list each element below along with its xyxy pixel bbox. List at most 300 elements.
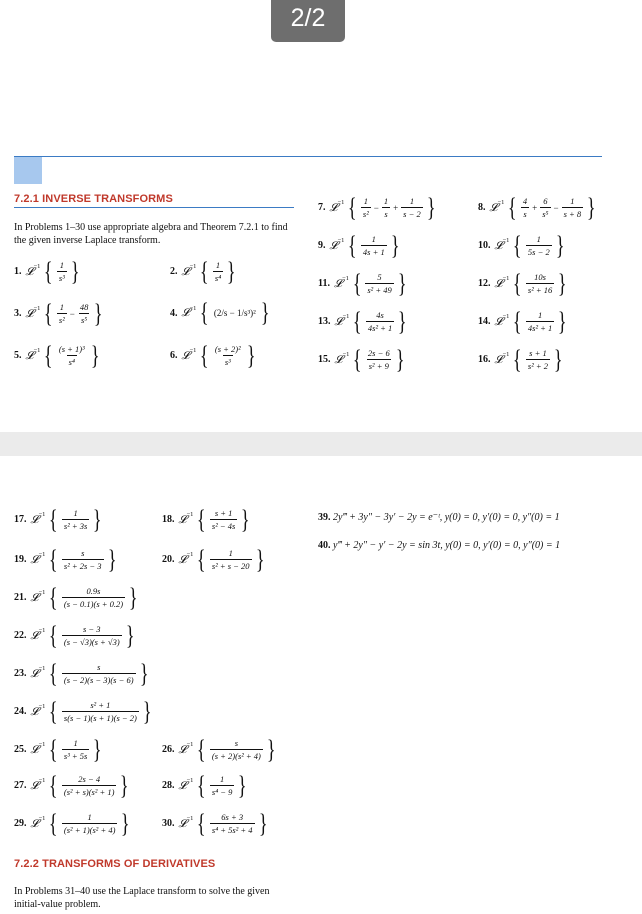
right-brace: } <box>107 544 117 574</box>
right-brace: } <box>227 256 236 286</box>
problem-number: 30. <box>162 818 175 829</box>
fraction <box>62 774 117 797</box>
right-brace: } <box>555 230 565 260</box>
left-brace: { <box>197 734 207 764</box>
problem-number: 14. <box>478 316 491 327</box>
fraction <box>365 272 393 295</box>
denominator: (s² + s)(s² + 1) <box>63 787 115 797</box>
laplace-operator: 𝓛 <box>334 314 343 328</box>
laplace-operator: 𝓛 <box>30 742 39 756</box>
problem-5 <box>14 340 102 370</box>
denominator: s² + 2 <box>527 361 548 371</box>
problem-number: 26. <box>162 744 175 755</box>
denominator: s³ + 5s <box>63 751 88 761</box>
fraction <box>62 548 104 571</box>
left-brace: { <box>197 770 207 800</box>
problem-21 <box>14 582 141 612</box>
inverse-exponent: −1 <box>38 777 46 784</box>
fraction <box>62 508 89 531</box>
right-brace: } <box>266 734 276 764</box>
right-brace: } <box>390 230 400 260</box>
right-brace: } <box>128 582 138 612</box>
fraction <box>62 700 139 723</box>
denominator: 4s + 1 <box>362 247 385 257</box>
laplace-operator: 𝓛 <box>494 276 503 290</box>
left-brace: { <box>44 298 54 328</box>
left-brace: { <box>513 306 523 336</box>
problem-22 <box>14 620 137 650</box>
denominator: 4s² + 1 <box>527 323 553 333</box>
heading-underline <box>14 207 294 208</box>
denominator: s² + 16 <box>527 285 553 295</box>
inverse-exponent: −1 <box>502 313 510 320</box>
problem-7 <box>318 192 438 222</box>
fraction <box>562 196 584 219</box>
inverse-exponent: −1 <box>497 199 505 206</box>
problem-number: 15. <box>318 354 331 365</box>
numerator: 1 <box>59 260 64 270</box>
problem-24 <box>14 696 154 726</box>
fraction <box>366 348 392 371</box>
denominator: s⁴ − 9 <box>211 787 233 797</box>
inverse-exponent: −1 <box>342 351 350 358</box>
numerator: (s + 2)² <box>214 344 241 354</box>
fraction <box>526 310 554 333</box>
problem-29 <box>14 808 133 838</box>
inverse-exponent: −1 <box>186 777 194 784</box>
inverse-exponent: −1 <box>38 815 46 822</box>
left-brace: { <box>197 808 207 838</box>
inverse-exponent: −1 <box>342 313 350 320</box>
left-brace: { <box>49 620 59 650</box>
inverse-exponent: −1 <box>337 237 345 244</box>
problem-number: 22. <box>14 630 27 641</box>
inverse-exponent: −1 <box>502 275 510 282</box>
numerator: s <box>97 662 101 672</box>
numerator: (s + 1)³ <box>58 344 85 354</box>
fraction <box>57 344 87 367</box>
denominator: s³ <box>224 357 231 367</box>
inverse-exponent: −1 <box>186 551 194 558</box>
problem-25 <box>14 734 105 764</box>
fraction <box>62 586 125 609</box>
page-counter: 2/2 <box>271 0 345 42</box>
right-brace: } <box>93 504 102 534</box>
numerator: 2s − 4 <box>78 774 101 784</box>
numerator: 1 <box>220 774 225 784</box>
numerator: s − 3 <box>83 624 101 634</box>
numerator: s <box>81 548 85 558</box>
laplace-operator: 𝓛 <box>489 200 498 214</box>
denominator: s² + s − 20 <box>211 561 250 571</box>
fraction <box>526 272 554 295</box>
laplace-operator: 𝓛 <box>181 348 190 362</box>
numerator: 1 <box>363 196 368 206</box>
numerator: 1 <box>228 548 233 558</box>
left-brace: { <box>49 734 59 764</box>
problem-9 <box>318 230 402 260</box>
laplace-operator: 𝓛 <box>494 238 503 252</box>
left-brace: { <box>200 298 210 327</box>
left-brace: { <box>197 544 207 574</box>
left-brace: { <box>348 230 358 260</box>
problem-6 <box>170 340 258 370</box>
problem-28 <box>162 770 250 800</box>
laplace-operator: 𝓛 <box>178 512 187 526</box>
inverse-exponent: −1 <box>33 347 41 354</box>
right-brace: } <box>260 298 270 327</box>
problem-number: 17. <box>14 514 27 525</box>
fraction <box>213 344 243 367</box>
right-brace: } <box>258 808 268 838</box>
numerator: 1 <box>215 260 221 270</box>
denominator: s⁴ + 5s² + 4 <box>211 825 253 835</box>
problem-19 <box>14 544 119 574</box>
operator-sign: − <box>69 308 75 319</box>
problem-11 <box>318 268 409 298</box>
laplace-operator: 𝓛 <box>30 628 39 642</box>
problem-18 <box>162 504 253 534</box>
problem-number: 3. <box>14 308 22 319</box>
right-brace: } <box>558 306 567 336</box>
numerator: 1 <box>73 738 78 748</box>
section-heading-inverse-transforms: 7.2.1 INVERSE TRANSFORMS <box>14 193 173 205</box>
problem-number: 28. <box>162 780 175 791</box>
problem-16 <box>478 344 565 374</box>
left-brace: { <box>353 306 363 336</box>
ivp-equation: y‴ + 2y″ − y′ − 2y = sin 3t, y(0) = 0, y′(0) = 0, y″(0) = 1 <box>333 540 561 551</box>
problem-number: 4. <box>170 307 178 319</box>
laplace-operator: 𝓛 <box>329 200 338 214</box>
numerator: 10s <box>534 272 546 282</box>
denominator: s⁴ <box>214 273 222 283</box>
fraction <box>382 196 390 219</box>
problem-number: 8. <box>478 202 486 213</box>
left-brace: { <box>49 658 59 688</box>
left-brace: { <box>352 268 362 298</box>
left-brace: { <box>49 544 59 574</box>
problem-number: 11. <box>318 278 330 289</box>
left-brace: { <box>49 582 59 612</box>
inverse-exponent: −1 <box>38 665 46 672</box>
inverse-exponent: −1 <box>38 703 46 710</box>
laplace-operator: 𝓛 <box>25 264 34 278</box>
right-brace: } <box>238 770 248 800</box>
numerator: 1 <box>73 508 78 518</box>
section-rule <box>14 156 602 157</box>
right-brace: } <box>255 544 265 574</box>
numerator: 0.9s <box>86 586 101 596</box>
ivp-equation: 2y‴ + 3y″ − 3y′ − 2y = e⁻ᵗ, y(0) = 0, y′(0) = 0, y″(0) = 1 <box>333 512 560 523</box>
laplace-operator: 𝓛 <box>30 778 39 792</box>
numerator: 1 <box>409 196 415 206</box>
numerator: 1 <box>536 234 541 244</box>
left-brace: { <box>44 256 54 286</box>
fraction <box>62 624 122 647</box>
inverse-exponent: −1 <box>186 741 194 748</box>
denominator: s⁵ <box>80 315 88 325</box>
left-brace: { <box>348 192 358 222</box>
right-brace: } <box>586 192 596 222</box>
fraction <box>210 812 255 835</box>
fraction <box>210 548 252 571</box>
right-brace: } <box>93 734 102 764</box>
fraction <box>540 196 550 219</box>
operator-sign: − <box>553 202 559 213</box>
fraction <box>78 302 91 325</box>
denominator: s − 2 <box>403 209 421 219</box>
numerator: s + 1 <box>529 348 547 358</box>
inverse-exponent: −1 <box>189 347 197 354</box>
laplace-operator: 𝓛 <box>30 552 39 566</box>
numerator: s² + 1 <box>90 700 111 710</box>
problem-12 <box>478 268 570 298</box>
fraction <box>210 774 235 797</box>
numerator: 4 <box>522 196 528 206</box>
problem-number: 27. <box>14 780 27 791</box>
right-brace: } <box>125 620 135 650</box>
problem-number: 16. <box>478 354 491 365</box>
problem-10 <box>478 230 567 260</box>
problem-number: 18. <box>162 514 175 525</box>
inverse-exponent: −1 <box>33 305 41 312</box>
laplace-operator: 𝓛 <box>494 314 503 328</box>
problem-number: 25. <box>14 744 27 755</box>
expression: (2/s − 1/s³)² <box>213 308 256 318</box>
left-brace: { <box>49 808 59 838</box>
problem-15 <box>318 344 407 374</box>
section-heading-transforms-of-derivatives: 7.2.2 TRANSFORMS OF DERIVATIVES <box>14 858 216 870</box>
inverse-exponent: −1 <box>186 815 194 822</box>
fraction <box>62 738 89 761</box>
problem-8 <box>478 192 599 222</box>
inverse-exponent: −1 <box>38 589 46 596</box>
inverse-exponent: −1 <box>38 627 46 634</box>
right-brace: } <box>90 340 100 370</box>
inverse-exponent: −1 <box>341 275 349 282</box>
problem-number: 12. <box>478 278 491 289</box>
problem-number: 29. <box>14 818 27 829</box>
problem-number: 7. <box>318 202 326 213</box>
problem-number: 5. <box>14 350 22 361</box>
numerator: s + 1 <box>214 508 233 518</box>
problem-26 <box>162 734 278 764</box>
inverse-exponent: −1 <box>38 551 46 558</box>
problem-13 <box>318 306 410 336</box>
numerator: 4s <box>376 310 384 320</box>
numerator: 2s − 6 <box>367 348 390 358</box>
denominator: s² + 9 <box>368 361 389 371</box>
laplace-operator: 𝓛 <box>30 512 39 526</box>
numerator: 1 <box>383 196 389 206</box>
inverse-exponent: −1 <box>33 263 41 270</box>
fraction <box>526 348 550 371</box>
fraction <box>526 234 552 257</box>
denominator: s² <box>362 209 369 219</box>
left-brace: { <box>513 268 523 298</box>
problem-number: 1. <box>14 266 22 277</box>
inverse-exponent: −1 <box>38 741 46 748</box>
denominator: (s + 2)(s² + 4) <box>211 751 261 761</box>
laplace-operator: 𝓛 <box>30 816 39 830</box>
problem-number: 20. <box>162 554 175 565</box>
problem-27 <box>14 770 132 800</box>
laplace-operator: 𝓛 <box>30 666 39 680</box>
ivp-39 <box>318 512 618 525</box>
left-brace: { <box>353 344 363 374</box>
fraction <box>210 508 237 531</box>
laplace-operator: 𝓛 <box>334 352 343 366</box>
operator-sign: + <box>532 202 538 213</box>
left-brace: { <box>513 344 523 374</box>
laplace-operator: 𝓛 <box>178 552 187 566</box>
right-brace: } <box>120 770 130 800</box>
left-brace: { <box>200 340 210 370</box>
inverse-exponent: −1 <box>502 237 510 244</box>
denominator: (s − 0.1)(s + 0.2) <box>63 599 124 609</box>
numerator: 48 <box>79 302 89 312</box>
left-brace: { <box>49 504 59 534</box>
right-brace: } <box>142 696 152 726</box>
ivp-number: 40. <box>318 540 331 551</box>
problem-number: 13. <box>318 316 331 327</box>
left-brace: { <box>49 696 59 726</box>
fraction <box>361 234 387 257</box>
operator-sign: − <box>373 202 379 213</box>
problem-17 <box>14 504 105 534</box>
right-brace: } <box>553 344 563 374</box>
problem-number: 19. <box>14 554 27 565</box>
laplace-operator: 𝓛 <box>25 306 34 320</box>
right-brace: } <box>121 808 131 838</box>
fraction <box>62 812 118 835</box>
denominator: s² <box>58 315 65 325</box>
denominator: (s² + 1)(s² + 4) <box>63 825 116 835</box>
right-brace: } <box>246 340 256 370</box>
fraction <box>366 310 394 333</box>
problem-3 <box>14 298 106 328</box>
problem-30 <box>162 808 270 838</box>
problem-number: 21. <box>14 592 27 603</box>
laplace-operator: 𝓛 <box>30 590 39 604</box>
laplace-operator: 𝓛 <box>178 742 187 756</box>
right-brace: } <box>94 298 103 328</box>
denominator: (s − 2)(s − 3)(s − 6) <box>63 675 134 685</box>
problem-number: 10. <box>478 240 491 251</box>
laplace-operator: 𝓛 <box>30 704 39 718</box>
problem-1 <box>14 256 82 286</box>
fraction <box>210 738 263 761</box>
denominator: s⁵ <box>542 209 549 219</box>
laplace-operator: 𝓛 <box>494 352 503 366</box>
problem-20 <box>162 544 267 574</box>
numerator: 6s + 3 <box>221 812 244 822</box>
numerator: 5 <box>377 272 382 282</box>
right-brace: } <box>426 192 436 222</box>
fraction <box>57 260 67 283</box>
problem-23 <box>14 658 151 688</box>
problem-4 <box>170 298 272 327</box>
denominator: s² − 4s <box>211 521 236 531</box>
left-brace: { <box>49 770 59 800</box>
laplace-operator: 𝓛 <box>181 306 190 319</box>
inverse-exponent: −1 <box>38 511 46 518</box>
numerator: 1 <box>87 812 92 822</box>
denominator: s + 8 <box>563 209 582 219</box>
right-brace: } <box>397 268 407 298</box>
problem-number: 24. <box>14 706 27 717</box>
denominator: s⁴ <box>68 357 75 367</box>
ivp-number: 39. <box>318 512 331 523</box>
laplace-operator: 𝓛 <box>181 264 190 278</box>
denominator: s <box>523 209 527 219</box>
fraction <box>401 196 423 219</box>
problem-14 <box>478 306 570 336</box>
instructions-derivatives: In Problems 31–40 use the Laplace transform to solve the given initial-value problem. <box>14 886 270 910</box>
right-brace: } <box>241 504 250 534</box>
inverse-exponent: −1 <box>189 304 197 312</box>
section-marker <box>14 157 42 184</box>
left-brace: { <box>508 192 518 222</box>
problem-number: 6. <box>170 350 178 361</box>
fraction <box>62 662 136 685</box>
denominator: s(s − 1)(s + 1)(s − 2) <box>63 713 137 723</box>
left-brace: { <box>200 256 210 286</box>
denominator: s² + 3s <box>63 521 88 531</box>
operator-sign: + <box>393 202 399 213</box>
laplace-operator: 𝓛 <box>178 778 187 792</box>
instructions-inverse: In Problems 1–30 use appropriate algebra and Theorem 7.2.1 to find the given inverse Laplace transform. <box>14 222 288 246</box>
inverse-exponent: −1 <box>502 351 510 358</box>
laplace-operator: 𝓛 <box>333 276 342 290</box>
page-top <box>0 0 642 432</box>
left-brace: { <box>44 340 54 370</box>
fraction <box>361 196 371 219</box>
right-brace: } <box>139 658 149 688</box>
numerator: 1 <box>570 196 575 206</box>
numerator: 6 <box>543 196 548 206</box>
right-brace: } <box>395 344 405 374</box>
right-brace: } <box>398 306 407 336</box>
inverse-exponent: −1 <box>189 263 197 270</box>
inverse-exponent: −1 <box>186 511 194 518</box>
numerator: 1 <box>371 234 376 244</box>
denominator: s³ <box>58 273 65 283</box>
problem-number: 2. <box>170 266 178 277</box>
fraction <box>213 260 223 283</box>
numerator: 1 <box>537 310 543 320</box>
laplace-operator: 𝓛 <box>178 816 187 830</box>
problem-2 <box>170 256 239 286</box>
denominator: s <box>384 209 388 219</box>
right-brace: } <box>70 256 80 286</box>
right-brace: } <box>558 268 567 298</box>
left-brace: { <box>197 504 207 534</box>
inverse-exponent: −1 <box>337 199 345 206</box>
page-bottom <box>0 456 642 914</box>
denominator: s² + 49 <box>367 285 392 295</box>
denominator: (s − √3)(s + √3) <box>63 637 120 647</box>
numerator: 1 <box>59 302 64 312</box>
laplace-operator: 𝓛 <box>25 348 34 362</box>
left-brace: { <box>513 230 523 260</box>
ivp-40 <box>318 540 618 553</box>
fraction <box>57 302 67 325</box>
fraction <box>521 196 529 219</box>
denominator: 5s − 2 <box>527 247 550 257</box>
denominator: 4s² + 1 <box>367 323 393 333</box>
problem-number: 9. <box>318 240 326 251</box>
